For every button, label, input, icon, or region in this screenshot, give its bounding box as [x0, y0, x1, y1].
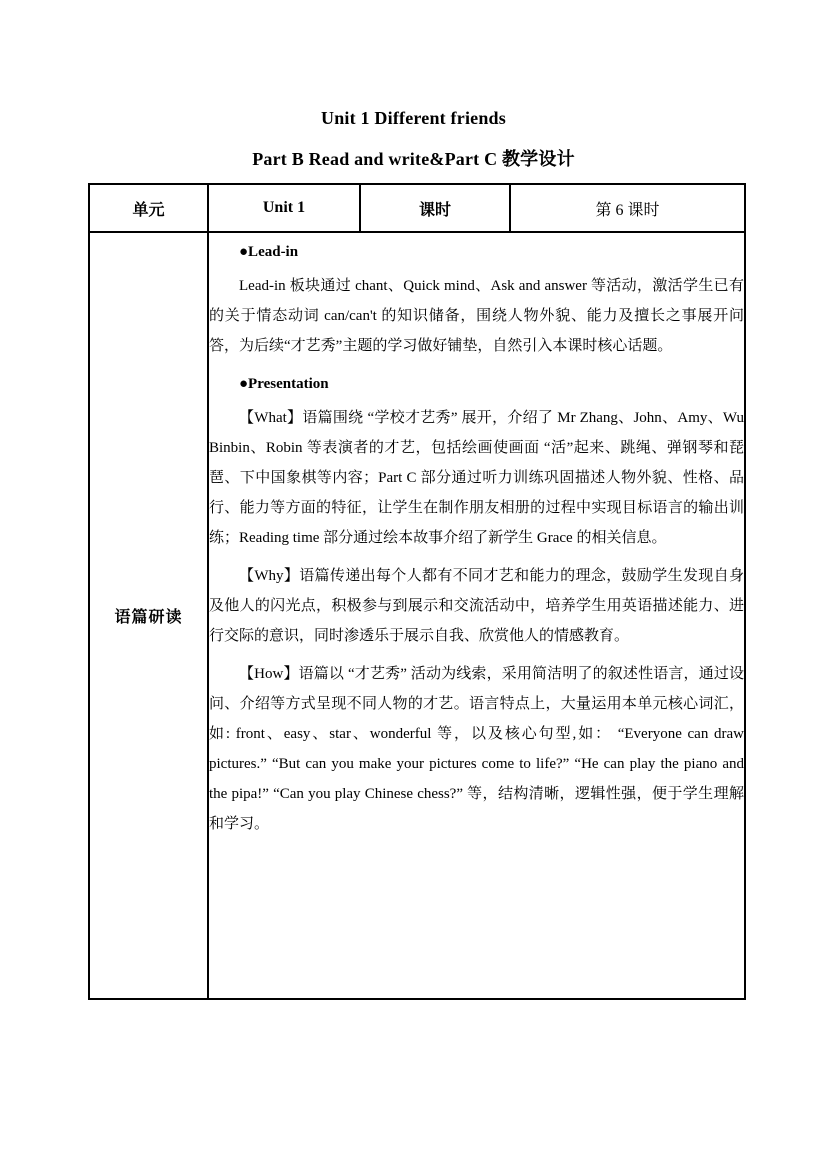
period-value-cell: 第 6 课时	[510, 184, 745, 232]
document-title-line-1: Unit 1 Different friends	[321, 108, 506, 128]
document-title-block	[0, 0, 827, 180]
unit-label-cell: 单元	[89, 184, 208, 232]
table-header-row	[89, 184, 745, 232]
presentation-what-paragraph: 【What】语篇围绕 “学校才艺秀” 展开，介绍了 Mr Zhang、John、Amy、Wu Binbin、Robin 等表演者的才艺，包括绘画使画面 “活”起来、跳绳、弹钢琴和琵琶、下中国象棋等内容；Part C 部分通过听力训练巩固描述人物外貌、性格、品行、能力等方面的特征，让学生在制作朋友相册的过程中实现目标语言的输出训练；Reading time 部分通过绘本故事介绍了新学生 Grace 的相关信息。	[209, 410, 744, 546]
section-heading-presentation: ●Presentation	[239, 376, 329, 392]
lesson-plan-table	[88, 183, 746, 1000]
document-title-line-2: Part B Read and write&Part C 教学设计	[252, 149, 575, 169]
section-content-cell	[208, 232, 745, 999]
presentation-why-paragraph: 【Why】语篇传递出每个人都有不同才艺和能力的理念，鼓励学生发现自身及他人的闪光点，积极参与到展示和交流活动中，培养学生用英语描述能力、进行交际的意识，同时渗透乐于展示自我、欣赏他人的情感教育。	[209, 568, 744, 644]
lead-in-paragraph: Lead-in 板块通过 chant、Quick mind、Ask and answer 等活动，激活学生已有的关于情态动词 can/can't 的知识储备，围绕人物外貌、能力及擅长之事展开问答，为后续“才艺秀”主题的学习做好铺垫，自然引入本课时核心话题。	[209, 278, 744, 354]
presentation-how-paragraph: 【How】语篇以 “才艺秀” 活动为线索，采用简洁明了的叙述性语言，通过设问、介绍等方式呈现不同人物的才艺。语言特点上，大量运用本单元核心词汇，如: front、easy、star、wonderful 等，以及核心句型,如： “Everyone can draw pictures.” “But can you make your pictures come to life?” “He can play the piano and the pipa!” “Can you play Chinese chess?” 等，结构清晰，逻辑性强，便于学生理解和学习。	[209, 666, 744, 832]
section-heading-lead-in: ●Lead-in	[239, 244, 299, 260]
period-label-cell: 课时	[360, 184, 510, 232]
table-body-row	[89, 232, 745, 999]
unit-value-cell: Unit 1	[208, 184, 360, 232]
section-row-label-cell: 语篇研读	[89, 232, 208, 999]
